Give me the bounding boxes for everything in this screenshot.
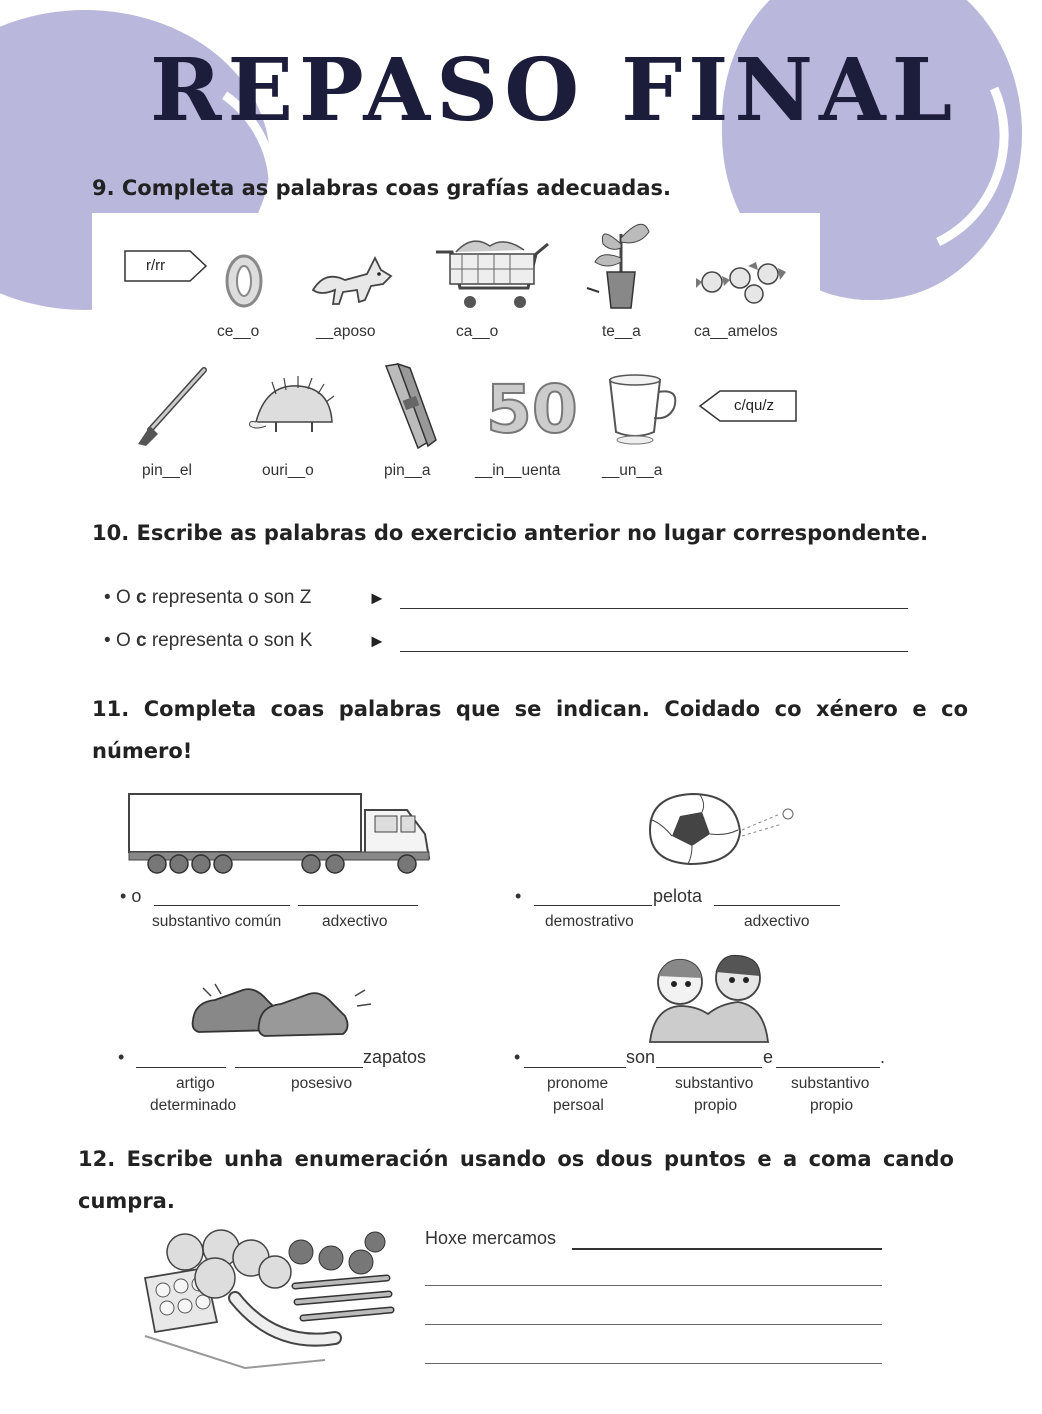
hint-label: substantivo [675, 1075, 754, 1092]
answer-blank[interactable] [298, 905, 418, 906]
hint-label: persoal [553, 1097, 604, 1114]
answer-blank[interactable] [136, 1067, 226, 1068]
shoes-word: zapatos [363, 1047, 427, 1067]
kids-word-e: e [763, 1047, 774, 1067]
word-item: ouri__o [262, 462, 314, 479]
hedgehog-icon [246, 374, 338, 440]
truck-line: • o [120, 886, 142, 906]
cup-icon [602, 370, 684, 446]
exercise-11-heading-cont: número! [92, 739, 193, 763]
exercise-11-heading: 11. Completa coas palabras que se indican. Coidado co xénero e co [92, 697, 968, 721]
exercise-12-heading: 12. Escribe unha enumeración usando os dous puntos e a coma cando [78, 1147, 954, 1171]
page-title: REPASO FINAL [150, 40, 959, 141]
tag-rr-label: r/rr [146, 257, 166, 274]
tag-cquz-label: c/qu/z [734, 397, 775, 414]
hint-label: propio [694, 1097, 738, 1114]
hint-label: substantivo [791, 1075, 870, 1092]
answer-blank[interactable] [235, 1067, 363, 1068]
exercise-12-heading-cont: cumpra. [78, 1189, 175, 1213]
bullet: • [104, 587, 111, 608]
word-item: __un__a [602, 462, 663, 479]
groceries-icon [125, 1228, 397, 1380]
hint-label: adxectivo [744, 913, 810, 930]
enumeration-line[interactable] [425, 1363, 882, 1364]
enumeration-line[interactable] [572, 1248, 882, 1250]
word-item: __in__uenta [475, 462, 561, 479]
fox-icon [305, 250, 397, 312]
arrow-icon: ► [368, 631, 386, 651]
answer-blank[interactable] [534, 905, 652, 906]
truck-icon [125, 790, 435, 878]
sound-z-label: • O c representa o son Z [104, 587, 312, 608]
answer-blank[interactable] [524, 1067, 626, 1068]
svg-text:50: 50 [486, 371, 578, 448]
bullet: • [118, 1047, 125, 1067]
word-item: pin__el [142, 462, 192, 479]
paintbrush-icon [132, 364, 212, 450]
caramels-icon [692, 250, 790, 306]
word-item: te__a [602, 323, 641, 340]
exercise-9-heading: 9. Completa as palabras coas grafías adecuadas. [92, 176, 671, 200]
hint-label: determinado [150, 1097, 237, 1114]
exercise-10-heading: 10. Escribe as palabras do exercicio anterior no lugar correspondente. [92, 521, 929, 545]
answer-blank[interactable] [776, 1067, 880, 1068]
hint-label: substantivo común [152, 913, 282, 930]
bullet: • [514, 1047, 521, 1067]
word-item: ca__o [456, 323, 499, 340]
tag-rr-icon [124, 250, 208, 282]
answer-blank[interactable] [154, 905, 290, 906]
shoes-line [118, 1047, 124, 1068]
bullet: • [104, 630, 111, 651]
word-item: pin__a [384, 462, 431, 479]
hint-label: adxectivo [322, 913, 388, 930]
shopping-cart-icon [432, 232, 550, 312]
kids-line [514, 1047, 520, 1068]
shoes-icon [185, 976, 375, 1040]
kids-period: . [880, 1047, 886, 1067]
word-item: ce__o [217, 323, 260, 340]
bullet: • [515, 886, 522, 906]
ball-word: pelota [653, 886, 703, 906]
sound-k-label: • O c representa o son K [104, 630, 313, 651]
kids-word-son: son [626, 1047, 656, 1067]
hint-label: pronome [547, 1075, 609, 1092]
enumeration-line[interactable] [425, 1324, 882, 1325]
bullet: • [120, 886, 127, 906]
hint-label: posesivo [291, 1075, 353, 1092]
arrow-icon: ► [368, 588, 386, 608]
word-item: ca__amelos [694, 323, 778, 340]
ball-line [515, 886, 521, 907]
zero-digit-icon [222, 252, 266, 310]
hint-label: propio [810, 1097, 854, 1114]
potted-plant-icon [585, 214, 661, 314]
word-item: __aposo [316, 323, 376, 340]
answer-line-z[interactable] [400, 608, 908, 609]
clothespin-icon [380, 362, 440, 452]
deflated-ball-icon [640, 790, 800, 872]
answer-line-k[interactable] [400, 651, 908, 652]
number-fifty-icon [484, 370, 578, 448]
hint-label: artigo [176, 1075, 215, 1092]
children-icon [636, 948, 780, 1044]
enumeration-prompt: Hoxe mercamos [425, 1228, 557, 1248]
enumeration-line[interactable] [425, 1285, 882, 1286]
hint-label: demostrativo [545, 913, 634, 930]
answer-blank[interactable] [714, 905, 840, 906]
answer-blank[interactable] [656, 1067, 762, 1068]
